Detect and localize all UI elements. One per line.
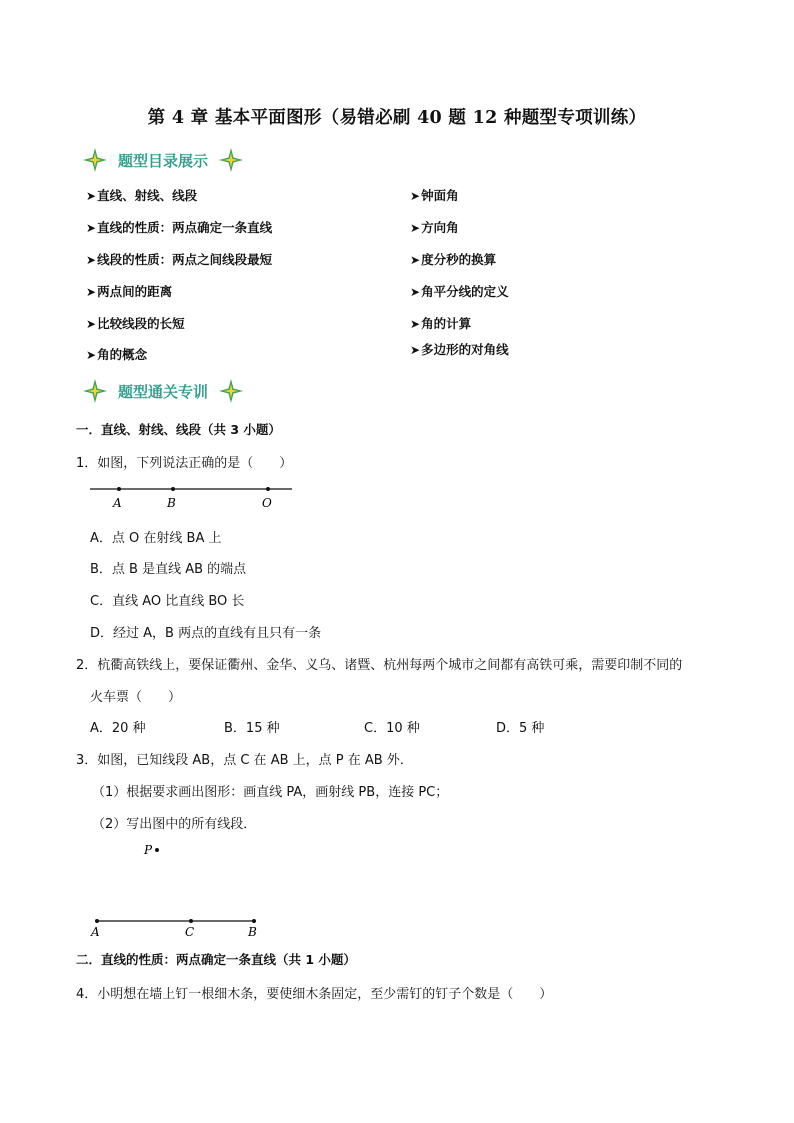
option[interactable]: D．经过 A，B 两点的直线有且只有一条 bbox=[90, 626, 322, 641]
option[interactable]: D．5 种 bbox=[496, 721, 545, 736]
label-a: A bbox=[113, 496, 122, 510]
label-o: O bbox=[262, 496, 272, 510]
label-p: P bbox=[144, 843, 153, 857]
question-stem: 4．小明想在墙上钉一根细木条，要使细木条固定，至少需钉的钉子个数是（ ） bbox=[76, 987, 553, 1002]
question-stem: 2．杭衢高铁线上，要保证衢州、金华、义乌、诸暨、杭州每两个城市之间都有高铁可乘，需要印制不同的 bbox=[76, 658, 683, 673]
point-o bbox=[266, 487, 270, 491]
label-a: A bbox=[91, 925, 100, 939]
toc-item[interactable]: ➤线段的性质：两点之间线段最短 bbox=[86, 252, 273, 267]
sparkle-icon bbox=[82, 378, 108, 404]
option[interactable]: A．20 种 bbox=[90, 721, 146, 736]
option[interactable]: C．10 种 bbox=[364, 721, 420, 736]
sub-question: （1）根据要求画出图形：画直线 PA，画射线 PB，连接 PC； bbox=[92, 785, 449, 800]
sparkle-icon bbox=[82, 147, 108, 173]
sparkle-icon bbox=[218, 378, 244, 404]
label-c: C bbox=[185, 925, 195, 939]
option[interactable]: B．15 种 bbox=[224, 721, 280, 736]
practice-banner bbox=[82, 379, 244, 403]
section-heading: 二．直线的性质：两点确定一条直线（共 1 小题） bbox=[76, 952, 356, 967]
sub-question: （2）写出图中的所有线段． bbox=[92, 817, 257, 832]
toc-item[interactable]: ➤直线、射线、线段 bbox=[86, 188, 198, 203]
option[interactable]: C．直线 AO 比直线 BO 长 bbox=[90, 594, 245, 609]
point-a bbox=[95, 919, 99, 923]
point-b bbox=[252, 919, 256, 923]
toc-item[interactable]: ➤两点间的距离 bbox=[86, 284, 173, 299]
section-heading: 一．直线、射线、线段（共 3 小题） bbox=[76, 422, 281, 437]
sparkle-icon bbox=[218, 147, 244, 173]
toc-item[interactable]: ➤比较线段的长短 bbox=[86, 316, 185, 331]
question-stem-cont: 火车票（ ） bbox=[90, 690, 182, 705]
label-b: B bbox=[248, 925, 257, 939]
toc-item[interactable]: ➤直线的性质：两点确定一条直线 bbox=[86, 220, 273, 235]
toc-item[interactable]: ➤方向角 bbox=[410, 220, 459, 235]
page-title: 第 4 章 基本平面图形（易错必刷 40 题 12 种题型专项训练） bbox=[147, 108, 647, 128]
question-stem: 1．如图，下列说法正确的是（ ） bbox=[76, 456, 293, 471]
q1-line-figure bbox=[88, 478, 298, 512]
point-a bbox=[117, 487, 121, 491]
point-b bbox=[171, 487, 175, 491]
point-p bbox=[155, 848, 159, 852]
toc-item[interactable]: ➤多边形的对角线 bbox=[410, 342, 509, 357]
toc-banner-title: 题型目录展示 bbox=[118, 151, 209, 170]
point-c bbox=[189, 919, 193, 923]
practice-banner-title: 题型通关专训 bbox=[118, 382, 209, 401]
toc-item[interactable]: ➤角的概念 bbox=[86, 347, 148, 362]
option[interactable]: B．点 B 是直线 AB 的端点 bbox=[90, 562, 247, 577]
option[interactable]: A．点 O 在射线 BA 上 bbox=[90, 531, 222, 546]
question-stem: 3．如图，已知线段 AB，点 C 在 AB 上，点 P 在 AB 外． bbox=[76, 753, 413, 768]
q3-segment-figure bbox=[84, 838, 274, 940]
label-b: B bbox=[167, 496, 176, 510]
toc-item[interactable]: ➤度分秒的换算 bbox=[410, 252, 497, 267]
toc-item[interactable]: ➤角的计算 bbox=[410, 316, 472, 331]
toc-banner bbox=[82, 148, 244, 172]
toc-item[interactable]: ➤钟面角 bbox=[410, 188, 459, 203]
toc-item[interactable]: ➤角平分线的定义 bbox=[410, 284, 509, 299]
